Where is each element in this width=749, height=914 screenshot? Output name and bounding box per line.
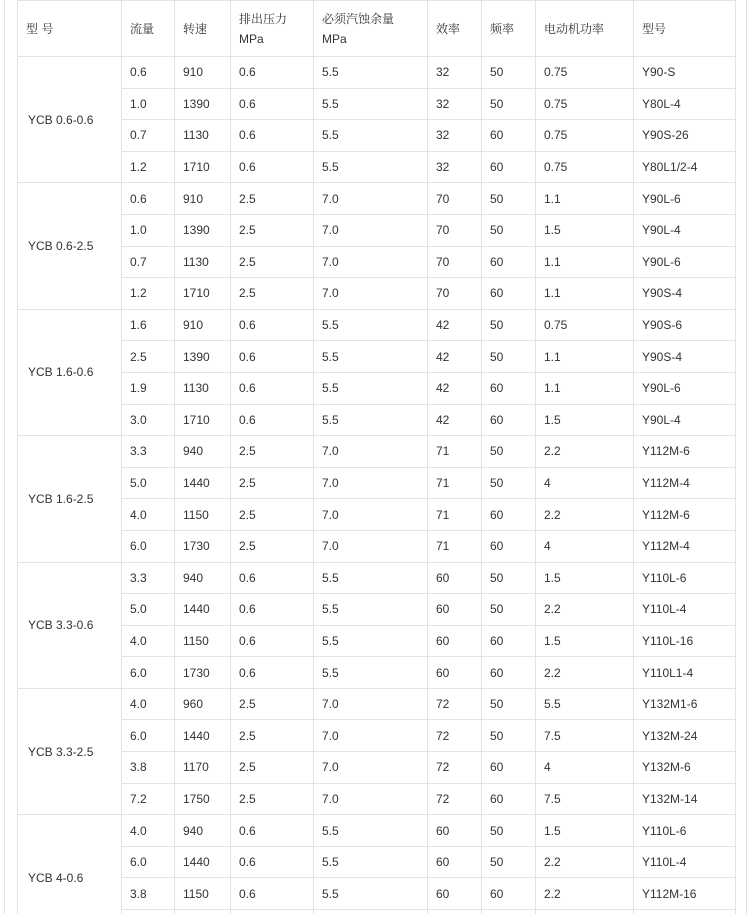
header-npsh-label: 必须汽蚀余量 — [322, 11, 395, 26]
efficiency-cell: 70 — [428, 278, 482, 310]
efficiency-cell: 32 — [428, 57, 482, 89]
flow-cell: 4.0 — [122, 815, 175, 847]
header-pressure-unit: MPa — [239, 31, 264, 46]
efficiency-cell: 42 — [428, 404, 482, 436]
motor-type-cell: Y110L1-4 — [634, 657, 736, 689]
frequency-cell: 60 — [482, 625, 536, 657]
pressure-cell: 0.6 — [231, 151, 314, 183]
table-row — [18, 910, 736, 914]
motor-type-cell: Y110L-4 — [634, 594, 736, 626]
table-row — [18, 436, 736, 468]
flow-cell: 1.6 — [122, 309, 175, 341]
table-row — [18, 530, 736, 562]
npsh-cell: 7.0 — [314, 436, 428, 468]
header-pressure — [231, 1, 314, 57]
speed-cell: 1730 — [175, 530, 231, 562]
table-row — [18, 625, 736, 657]
frequency-cell: 60 — [482, 878, 536, 910]
table-row — [18, 372, 736, 404]
model-cell: YCB 0.6-0.6 — [18, 57, 122, 183]
frequency-cell: 50 — [482, 594, 536, 626]
npsh-cell: 5.5 — [314, 57, 428, 89]
pressure-cell: 0.6 — [231, 594, 314, 626]
frequency-cell: 50 — [482, 57, 536, 89]
npsh-cell: 5.5 — [314, 120, 428, 152]
header-speed: 转速 — [175, 1, 231, 57]
motor-power-cell: 1.5 — [536, 404, 634, 436]
model-cell: YCB 1.6-2.5 — [18, 436, 122, 562]
npsh-cell: 5.5 — [314, 562, 428, 594]
flow-cell: 1.2 — [122, 151, 175, 183]
motor-power-cell: 1.5 — [536, 815, 634, 847]
speed-cell: 1440 — [175, 720, 231, 752]
table-row — [18, 562, 736, 594]
speed-cell: 940 — [175, 436, 231, 468]
pressure-cell: 0.6 — [231, 878, 314, 910]
motor-type-cell: Y90L-6 — [634, 372, 736, 404]
motor-type-cell: Y90L-4 — [634, 404, 736, 436]
motor-type-cell — [634, 910, 736, 914]
motor-type-cell: Y90-S — [634, 57, 736, 89]
table-row — [18, 341, 736, 373]
efficiency-cell: 71 — [428, 499, 482, 531]
table-row — [18, 688, 736, 720]
motor-power-cell: 2.2 — [536, 878, 634, 910]
motor-type-cell: Y132M-6 — [634, 752, 736, 784]
npsh-cell: 5.5 — [314, 878, 428, 910]
flow-cell: 6.0 — [122, 530, 175, 562]
header-frequency: 频率 — [482, 1, 536, 57]
npsh-cell: 7.0 — [314, 752, 428, 784]
table-row — [18, 783, 736, 815]
npsh-cell: 7.0 — [314, 214, 428, 246]
motor-power-cell: 4 — [536, 530, 634, 562]
pressure-cell: 2.5 — [231, 214, 314, 246]
frequency-cell: 60 — [482, 372, 536, 404]
speed-cell: 910 — [175, 57, 231, 89]
efficiency-cell: 60 — [428, 815, 482, 847]
npsh-cell: 5.5 — [314, 341, 428, 373]
frequency-cell: 50 — [482, 341, 536, 373]
motor-power-cell: 2.2 — [536, 846, 634, 878]
motor-power-cell: 1.1 — [536, 341, 634, 373]
flow-cell: 7.2 — [122, 783, 175, 815]
efficiency-cell: 42 — [428, 341, 482, 373]
flow-cell: 3.8 — [122, 878, 175, 910]
efficiency-cell: 72 — [428, 688, 482, 720]
table-row — [18, 878, 736, 910]
frequency-cell: 60 — [482, 530, 536, 562]
speed-cell: 1440 — [175, 846, 231, 878]
pressure-cell: 2.5 — [231, 436, 314, 468]
frequency-cell: 50 — [482, 467, 536, 499]
motor-type-cell: Y112M-4 — [634, 530, 736, 562]
speed-cell: 1170 — [175, 752, 231, 784]
flow-cell: 4.0 — [122, 499, 175, 531]
motor-type-cell: Y110L-4 — [634, 846, 736, 878]
flow-cell: 2.5 — [122, 341, 175, 373]
motor-power-cell: 2.2 — [536, 499, 634, 531]
pressure-cell: 2.5 — [231, 499, 314, 531]
pressure-cell: 0.6 — [231, 657, 314, 689]
npsh-cell: 7.0 — [314, 783, 428, 815]
table-row — [18, 404, 736, 436]
model-cell: YCB 0.6-2.5 — [18, 183, 122, 309]
motor-power-cell: 4 — [536, 752, 634, 784]
table-row — [18, 594, 736, 626]
npsh-cell: 5.5 — [314, 404, 428, 436]
model-cell: YCB 4-0.6 — [18, 815, 122, 914]
table-row — [18, 657, 736, 689]
pressure-cell: 2.5 — [231, 183, 314, 215]
efficiency-cell: 72 — [428, 783, 482, 815]
pressure-cell: 2.5 — [231, 467, 314, 499]
header-motor-power: 电动机功率 — [536, 1, 634, 57]
flow-cell: 3.0 — [122, 404, 175, 436]
frequency-cell: 50 — [482, 815, 536, 847]
frequency-cell: 60 — [482, 246, 536, 278]
motor-type-cell: Y90L-6 — [634, 246, 736, 278]
speed-cell: 1710 — [175, 404, 231, 436]
npsh-cell: 7.0 — [314, 246, 428, 278]
speed-cell: 1390 — [175, 341, 231, 373]
efficiency-cell: 60 — [428, 562, 482, 594]
efficiency-cell: 32 — [428, 120, 482, 152]
motor-type-cell: Y80L1/2-4 — [634, 151, 736, 183]
pressure-cell: 2.5 — [231, 278, 314, 310]
motor-power-cell: 1.1 — [536, 246, 634, 278]
motor-type-cell: Y112M-6 — [634, 499, 736, 531]
motor-power-cell: 1.1 — [536, 372, 634, 404]
motor-power-cell: 2.2 — [536, 436, 634, 468]
efficiency-cell: 60 — [428, 657, 482, 689]
pressure-cell: 0.6 — [231, 562, 314, 594]
efficiency-cell: 70 — [428, 214, 482, 246]
flow-cell: 3.8 — [122, 752, 175, 784]
frequency-cell: 60 — [482, 120, 536, 152]
flow-cell: 4.0 — [122, 625, 175, 657]
frequency-cell — [482, 910, 536, 914]
motor-type-cell: Y90S-26 — [634, 120, 736, 152]
header-motor-type: 型号 — [634, 1, 736, 57]
efficiency-cell: 71 — [428, 436, 482, 468]
motor-type-cell: Y110L-6 — [634, 815, 736, 847]
model-cell: YCB 3.3-2.5 — [18, 688, 122, 814]
header-flow: 流量 — [122, 1, 175, 57]
motor-type-cell: Y90L-6 — [634, 183, 736, 215]
header-npsh-unit: MPa — [322, 31, 347, 46]
npsh-cell: 5.5 — [314, 625, 428, 657]
efficiency-cell: 32 — [428, 88, 482, 120]
flow-cell: 0.6 — [122, 57, 175, 89]
frequency-cell: 60 — [482, 151, 536, 183]
motor-type-cell: Y80L-4 — [634, 88, 736, 120]
pump-spec-table — [17, 0, 736, 914]
motor-power-cell: 1.5 — [536, 214, 634, 246]
speed-cell: 1150 — [175, 625, 231, 657]
flow-cell: 6.0 — [122, 846, 175, 878]
motor-power-cell: 2.2 — [536, 657, 634, 689]
header-model: 型 号 — [18, 1, 122, 57]
motor-power-cell: 2.2 — [536, 594, 634, 626]
npsh-cell: 5.5 — [314, 372, 428, 404]
motor-type-cell: Y90S-4 — [634, 341, 736, 373]
pressure-cell: 0.6 — [231, 120, 314, 152]
table-row — [18, 815, 736, 847]
frequency-cell: 50 — [482, 214, 536, 246]
pressure-cell: 2.5 — [231, 246, 314, 278]
npsh-cell: 5.5 — [314, 657, 428, 689]
motor-type-cell: Y112M-6 — [634, 436, 736, 468]
flow-cell: 1.0 — [122, 88, 175, 120]
table-row — [18, 846, 736, 878]
motor-power-cell: 1.1 — [536, 278, 634, 310]
flow-cell: 1.9 — [122, 372, 175, 404]
efficiency-cell: 72 — [428, 752, 482, 784]
motor-type-cell: Y132M-24 — [634, 720, 736, 752]
table-row — [18, 499, 736, 531]
flow-cell: 0.6 — [122, 183, 175, 215]
speed-cell: 1440 — [175, 594, 231, 626]
efficiency-cell: 60 — [428, 846, 482, 878]
pressure-cell: 0.6 — [231, 815, 314, 847]
pressure-cell: 2.5 — [231, 752, 314, 784]
speed-cell: 960 — [175, 688, 231, 720]
speed-cell: 1390 — [175, 88, 231, 120]
efficiency-cell: 42 — [428, 372, 482, 404]
table-row — [18, 720, 736, 752]
motor-power-cell: 1.5 — [536, 562, 634, 594]
efficiency-cell: 42 — [428, 309, 482, 341]
flow-cell — [122, 910, 175, 914]
pressure-cell — [231, 910, 314, 914]
motor-power-cell: 7.5 — [536, 783, 634, 815]
speed-cell: 1150 — [175, 499, 231, 531]
pressure-cell: 0.6 — [231, 625, 314, 657]
flow-cell: 5.0 — [122, 467, 175, 499]
efficiency-cell: 60 — [428, 594, 482, 626]
npsh-cell — [314, 910, 428, 914]
table-row — [18, 278, 736, 310]
frequency-cell: 50 — [482, 846, 536, 878]
efficiency-cell: 71 — [428, 530, 482, 562]
model-cell: YCB 3.3-0.6 — [18, 562, 122, 688]
flow-cell: 6.0 — [122, 657, 175, 689]
speed-cell: 1750 — [175, 783, 231, 815]
npsh-cell: 7.0 — [314, 688, 428, 720]
motor-power-cell: 0.75 — [536, 88, 634, 120]
motor-power-cell: 4 — [536, 467, 634, 499]
npsh-cell: 7.0 — [314, 183, 428, 215]
efficiency-cell: 60 — [428, 625, 482, 657]
npsh-cell: 5.5 — [314, 151, 428, 183]
table-row — [18, 88, 736, 120]
table-row — [18, 309, 736, 341]
efficiency-cell: 71 — [428, 467, 482, 499]
frequency-cell: 50 — [482, 183, 536, 215]
frequency-cell: 60 — [482, 404, 536, 436]
speed-cell: 910 — [175, 183, 231, 215]
speed-cell: 1150 — [175, 878, 231, 910]
pressure-cell: 0.6 — [231, 309, 314, 341]
speed-cell: 910 — [175, 309, 231, 341]
npsh-cell: 5.5 — [314, 88, 428, 120]
efficiency-cell: 70 — [428, 246, 482, 278]
frequency-cell: 60 — [482, 278, 536, 310]
table-row — [18, 467, 736, 499]
pressure-cell: 0.6 — [231, 341, 314, 373]
efficiency-cell: 60 — [428, 878, 482, 910]
pressure-cell: 0.6 — [231, 404, 314, 436]
motor-type-cell: Y110L-16 — [634, 625, 736, 657]
flow-cell: 3.3 — [122, 436, 175, 468]
pressure-cell: 0.6 — [231, 88, 314, 120]
table-row — [18, 151, 736, 183]
pressure-cell: 2.5 — [231, 688, 314, 720]
speed-cell: 1710 — [175, 278, 231, 310]
motor-type-cell: Y90S-6 — [634, 309, 736, 341]
speed-cell: 1730 — [175, 657, 231, 689]
motor-power-cell — [536, 910, 634, 914]
motor-type-cell: Y90S-4 — [634, 278, 736, 310]
frequency-cell: 60 — [482, 657, 536, 689]
efficiency-cell: 32 — [428, 151, 482, 183]
efficiency-cell — [428, 910, 482, 914]
motor-power-cell: 0.75 — [536, 309, 634, 341]
pressure-cell: 2.5 — [231, 720, 314, 752]
frequency-cell: 50 — [482, 688, 536, 720]
pressure-cell: 0.6 — [231, 372, 314, 404]
table-row — [18, 57, 736, 89]
speed-cell: 1390 — [175, 214, 231, 246]
speed-cell: 1130 — [175, 372, 231, 404]
npsh-cell: 7.0 — [314, 720, 428, 752]
speed-cell: 940 — [175, 562, 231, 594]
speed-cell: 1130 — [175, 246, 231, 278]
table-header-row — [18, 1, 736, 57]
pressure-cell: 2.5 — [231, 530, 314, 562]
npsh-cell: 5.5 — [314, 815, 428, 847]
header-npsh — [314, 1, 428, 57]
pressure-cell: 0.6 — [231, 57, 314, 89]
frequency-cell: 50 — [482, 88, 536, 120]
pressure-cell: 0.6 — [231, 846, 314, 878]
efficiency-cell: 72 — [428, 720, 482, 752]
flow-cell: 1.2 — [122, 278, 175, 310]
flow-cell: 5.0 — [122, 594, 175, 626]
speed-cell: 1440 — [175, 467, 231, 499]
efficiency-cell: 70 — [428, 183, 482, 215]
frequency-cell: 50 — [482, 562, 536, 594]
table-row — [18, 214, 736, 246]
flow-cell: 1.0 — [122, 214, 175, 246]
npsh-cell: 5.5 — [314, 594, 428, 626]
header-efficiency: 效率 — [428, 1, 482, 57]
npsh-cell: 7.0 — [314, 499, 428, 531]
motor-type-cell: Y112M-16 — [634, 878, 736, 910]
table-row — [18, 120, 736, 152]
frequency-cell: 50 — [482, 720, 536, 752]
flow-cell: 0.7 — [122, 120, 175, 152]
table-row — [18, 183, 736, 215]
npsh-cell: 7.0 — [314, 530, 428, 562]
npsh-cell: 7.0 — [314, 467, 428, 499]
motor-type-cell: Y112M-4 — [634, 467, 736, 499]
motor-power-cell: 7.5 — [536, 720, 634, 752]
motor-type-cell: Y132M-14 — [634, 783, 736, 815]
frequency-cell: 60 — [482, 783, 536, 815]
npsh-cell: 7.0 — [314, 278, 428, 310]
pressure-cell: 2.5 — [231, 783, 314, 815]
frequency-cell: 50 — [482, 436, 536, 468]
speed-cell: 1710 — [175, 151, 231, 183]
frequency-cell: 60 — [482, 752, 536, 784]
frequency-cell: 50 — [482, 309, 536, 341]
flow-cell: 0.7 — [122, 246, 175, 278]
header-pressure-label: 排出压力 — [239, 11, 288, 26]
motor-type-cell: Y132M1-6 — [634, 688, 736, 720]
motor-power-cell: 1.1 — [536, 183, 634, 215]
flow-cell: 4.0 — [122, 688, 175, 720]
flow-cell: 6.0 — [122, 720, 175, 752]
npsh-cell: 5.5 — [314, 309, 428, 341]
motor-power-cell: 5.5 — [536, 688, 634, 720]
speed-cell: 940 — [175, 815, 231, 847]
speed-cell — [175, 910, 231, 914]
motor-power-cell: 1.5 — [536, 625, 634, 657]
speed-cell: 1130 — [175, 120, 231, 152]
motor-power-cell: 0.75 — [536, 151, 634, 183]
motor-type-cell: Y110L-6 — [634, 562, 736, 594]
model-cell: YCB 1.6-0.6 — [18, 309, 122, 435]
flow-cell: 3.3 — [122, 562, 175, 594]
frequency-cell: 60 — [482, 499, 536, 531]
npsh-cell: 5.5 — [314, 846, 428, 878]
motor-power-cell: 0.75 — [536, 57, 634, 89]
table-row — [18, 752, 736, 784]
motor-power-cell: 0.75 — [536, 120, 634, 152]
motor-type-cell: Y90L-4 — [634, 214, 736, 246]
table-row — [18, 246, 736, 278]
page-frame — [4, 0, 747, 914]
